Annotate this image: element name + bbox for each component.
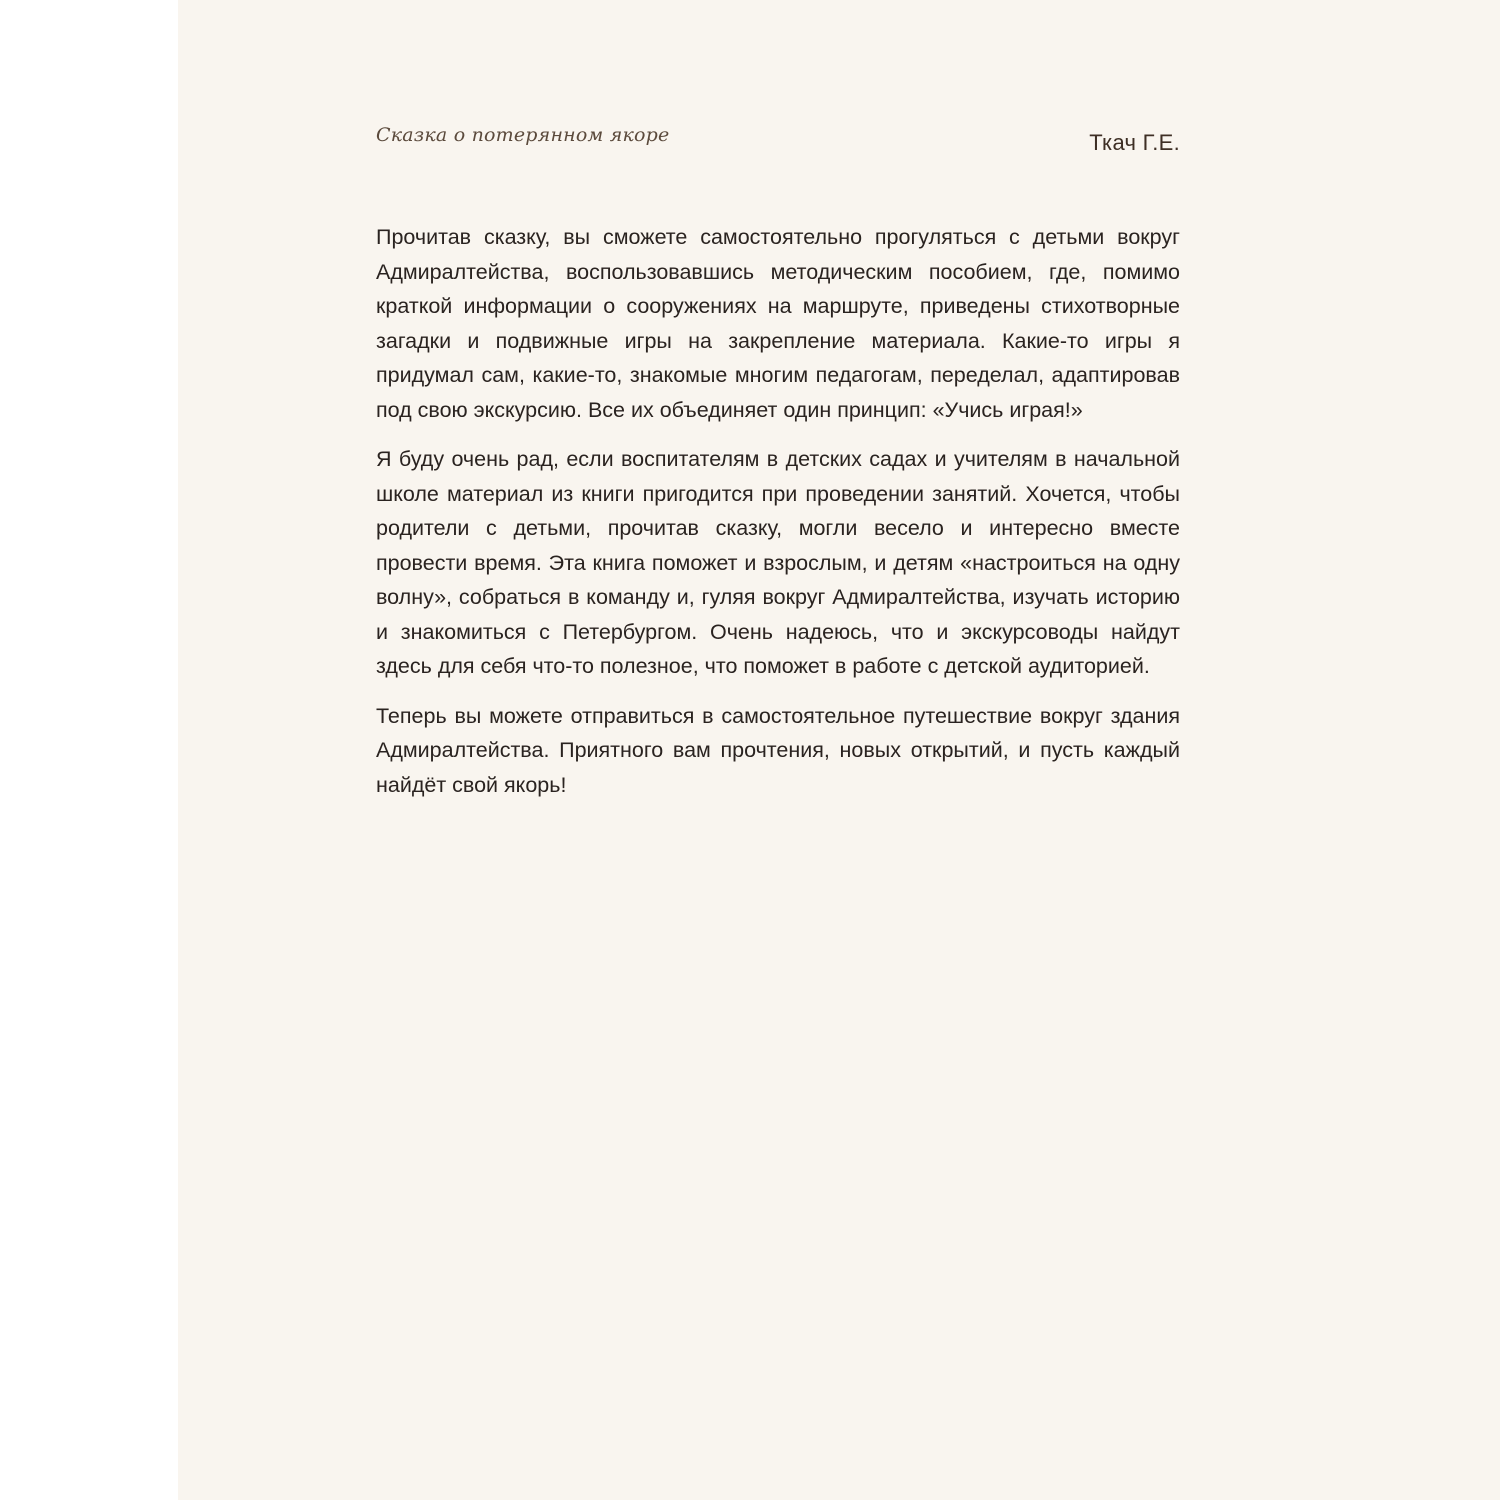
paragraph: Теперь вы можете отправиться в самостоятельное путешествие вокруг здания Адмиралтейства. Приятного вам прочтения, новых открытий, и пусть каждый найдёт свой якорь! (376, 703, 1180, 797)
running-title: Сказка о потерянном якоре (376, 124, 670, 146)
paragraph: Прочитав сказку, вы сможете самостоятельно прогуляться с детьми вокруг Адмиралтейства, воспользовавшись методическим пособием, где, помимо краткой информации о сооружениях на маршруте, приведены стихотворные загадки и подвижные игры на закрепление материала. Какие-то игры я придумал сам, какие-то, знакомые многим педагогам, переделал, адаптировав под свою экскурсию. Все их объединяет один принцип: «Учись играя!» (376, 225, 1180, 422)
book-page (178, 0, 1500, 1500)
author-name: Ткач Г.Е. (1089, 130, 1180, 155)
paragraph: Я буду очень рад, если воспитателям в детских садах и учителям в начальной школе материал из книги пригодится при проведении занятий. Хочется, чтобы родители с детьми, прочитав сказку, могли весело и интересно вместе провести время. Эта книга поможет и взрослым, и детям «настроиться на одну волну», собраться в команду и, гуляя вокруг Адмиралтейства, изучать историю и знакомиться с Петербургом. Очень надеюсь, что и экскурсоводы найдут здесь для себя что-то полезное, что поможет в работе с детской аудиторией. (376, 447, 1180, 678)
body-text (376, 220, 1180, 817)
